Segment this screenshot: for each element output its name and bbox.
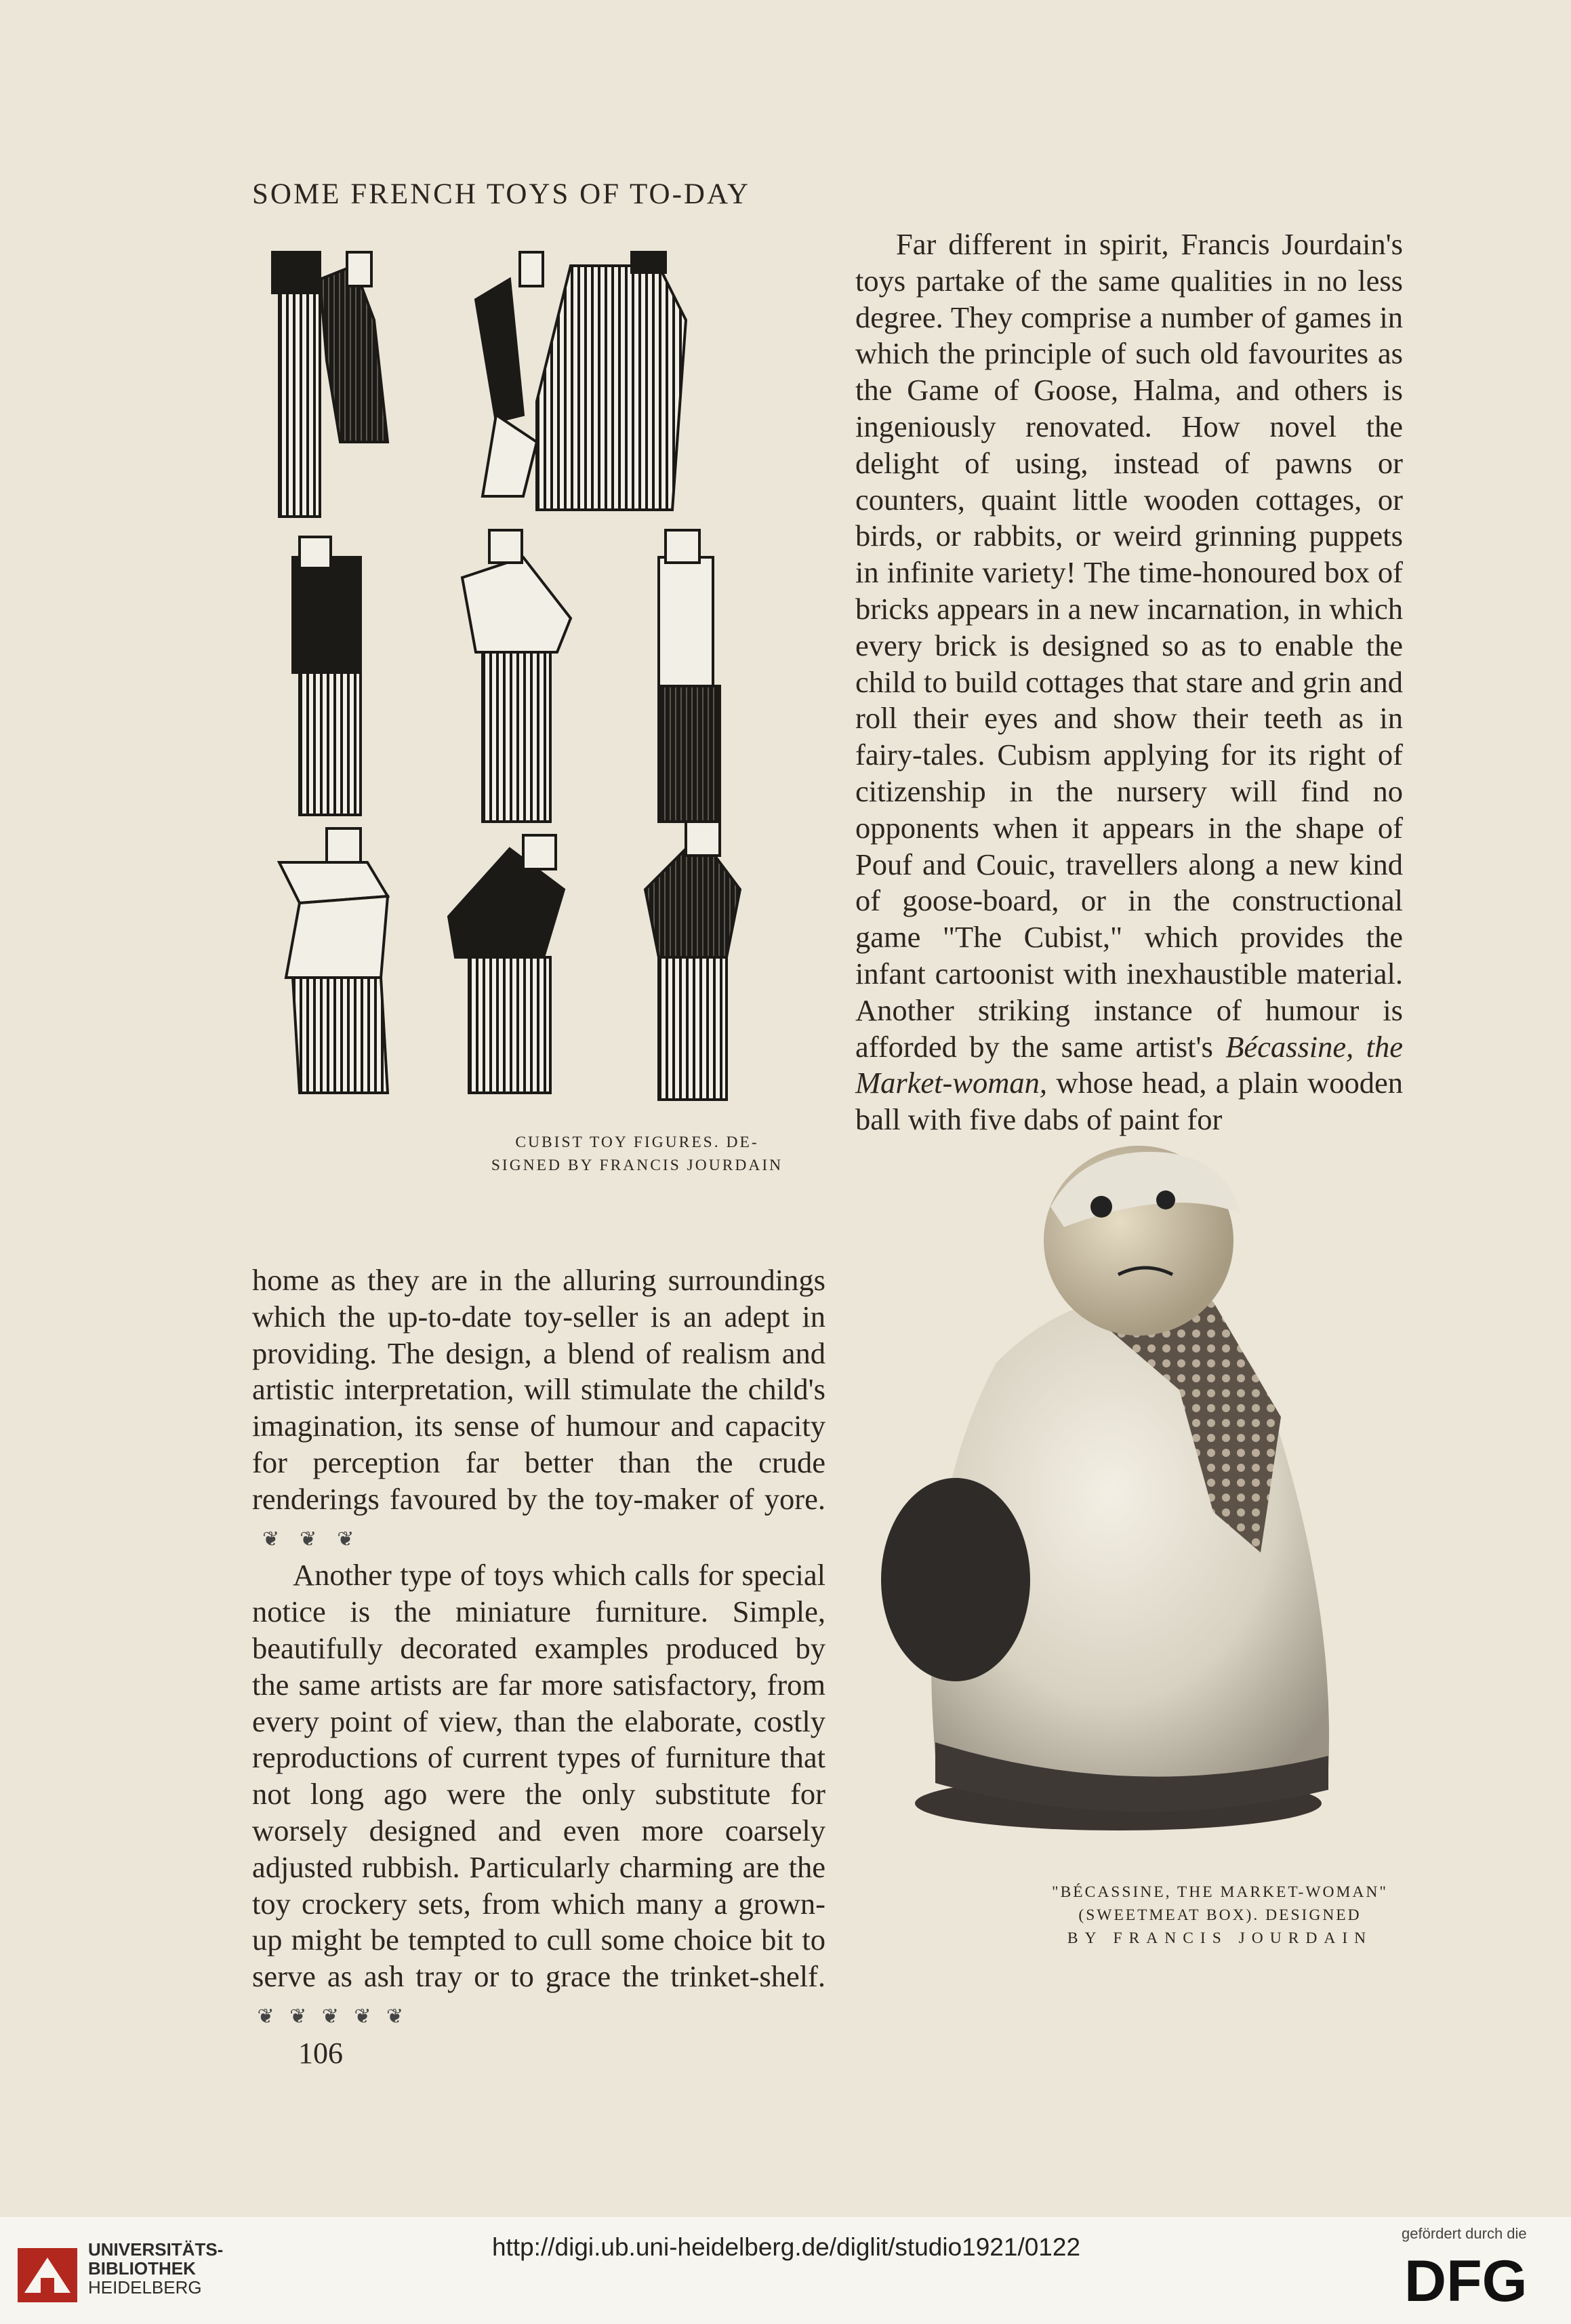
- dfg-logo-text: DFG: [1404, 2249, 1528, 2309]
- dfg-logo-icon: [1400, 2248, 1555, 2309]
- italic-title: Bécassine, the Market-woman,: [855, 1029, 1403, 1100]
- caption-line: (SWEETMEAT BOX). DESIGNED: [1078, 1906, 1362, 1924]
- university-library-logo-icon: [18, 2248, 77, 2302]
- leaf-ornament-icon: ❦ ❦ ❦ ❦ ❦: [252, 2005, 404, 2028]
- paragraph-text: Another type of toys which calls for special notice is the miniature furniture. Simple, beautifully decorated examples produced by the same artists are far more satisfactory, from every point of view, than the elaborate, costly reproductions of current types of furniture that not long ago were the only substitute for worsely designed and even more coarsely adjusted rubbish. Particularly charming are the toy crockery sets, from which many a grown-up might be tempted to cull some choice bit to serve as ash tray or to grace the trinket-shelf.: [252, 1558, 825, 1994]
- page-number: 106: [298, 2036, 343, 2070]
- paragraph-text: Far different in spirit, Francis Jourdain's toys partake of the same qualities in no less degree. They comprise a number of games in which the principle of such old favourites as the Game of Goose, Halma, and others is ingeniously renovated. How novel the delight of using, instead of pawns or counters, quaint little wooden cottages, or birds, or rabbits, or weird grinning puppets in infinite variety! The time-honoured box of bricks appears in a new incarnation, in which every brick is designed so as to enable the child to build cottages that stare and grin and roll their eyes and show their teeth as in fairy-tales. Cubism applying for its right of citizenship in the nursery will find no opponents when it appears in the shape of Pouf and Couic, travellers along a new kind of goose-board, or in the constructional game "The Cubist," which provides the infant cartoonist with inexhaustible material. Another striking instance of humour is afforded by the same artist's: [855, 227, 1403, 1064]
- caption-becassine: [1030, 1881, 1410, 1950]
- paragraph: [855, 226, 1403, 1138]
- paragraph: [252, 1262, 825, 1557]
- caption-cubist-figures: [474, 1131, 800, 1177]
- permalink-url[interactable]: http://digi.ub.uni-heidelberg.de/diglit/studio1921/0122: [491, 2233, 1081, 2261]
- left-text-column: [252, 1262, 825, 2072]
- caption-line: BY FRANCIS JOURDAIN: [1067, 1929, 1373, 1947]
- running-head: SOME FRENCH TOYS OF TO-DAY: [252, 178, 751, 210]
- figure-row-2: [293, 530, 720, 822]
- funded-by-label: gefördert durch die: [1402, 2225, 1527, 2242]
- caption-line: CUBIST TOY FIGURES. DE-: [515, 1134, 759, 1151]
- figure-row-3: [279, 822, 740, 1100]
- paragraph-text: whose head, a plain wooden ball with five dabs of paint for: [855, 1066, 1403, 1137]
- leaf-ornament-icon: ❦ ❦ ❦: [252, 1527, 354, 1550]
- becassine-photograph: [861, 1132, 1403, 1830]
- caption-line: "BÉCASSINE, THE MARKET-WOMAN": [1052, 1883, 1388, 1901]
- library-name-line: BIBLIOTHEK: [88, 2258, 196, 2279]
- library-name-line: UNIVERSITÄTS-: [88, 2239, 224, 2260]
- caption-line: SIGNED BY FRANCIS JOURDAIN: [491, 1157, 783, 1174]
- right-text-column: [855, 226, 1403, 1138]
- library-name-line: HEIDELBERG: [88, 2277, 202, 2298]
- paragraph: [252, 1557, 825, 2035]
- figure-row-1: [272, 252, 686, 517]
- university-library-name: [88, 2240, 223, 2297]
- paragraph-text: home as they are in the alluring surroundings which the up-to-date toy-seller is an adept in providing. The design, a blend of realism and artistic interpretation, will stimulate the child's imagination, its sense of humour and capacity for perception far better than the crude renderings favoured by the toy-maker of yore.: [252, 1263, 825, 1516]
- cubist-toy-figures-illustration: [252, 239, 798, 1113]
